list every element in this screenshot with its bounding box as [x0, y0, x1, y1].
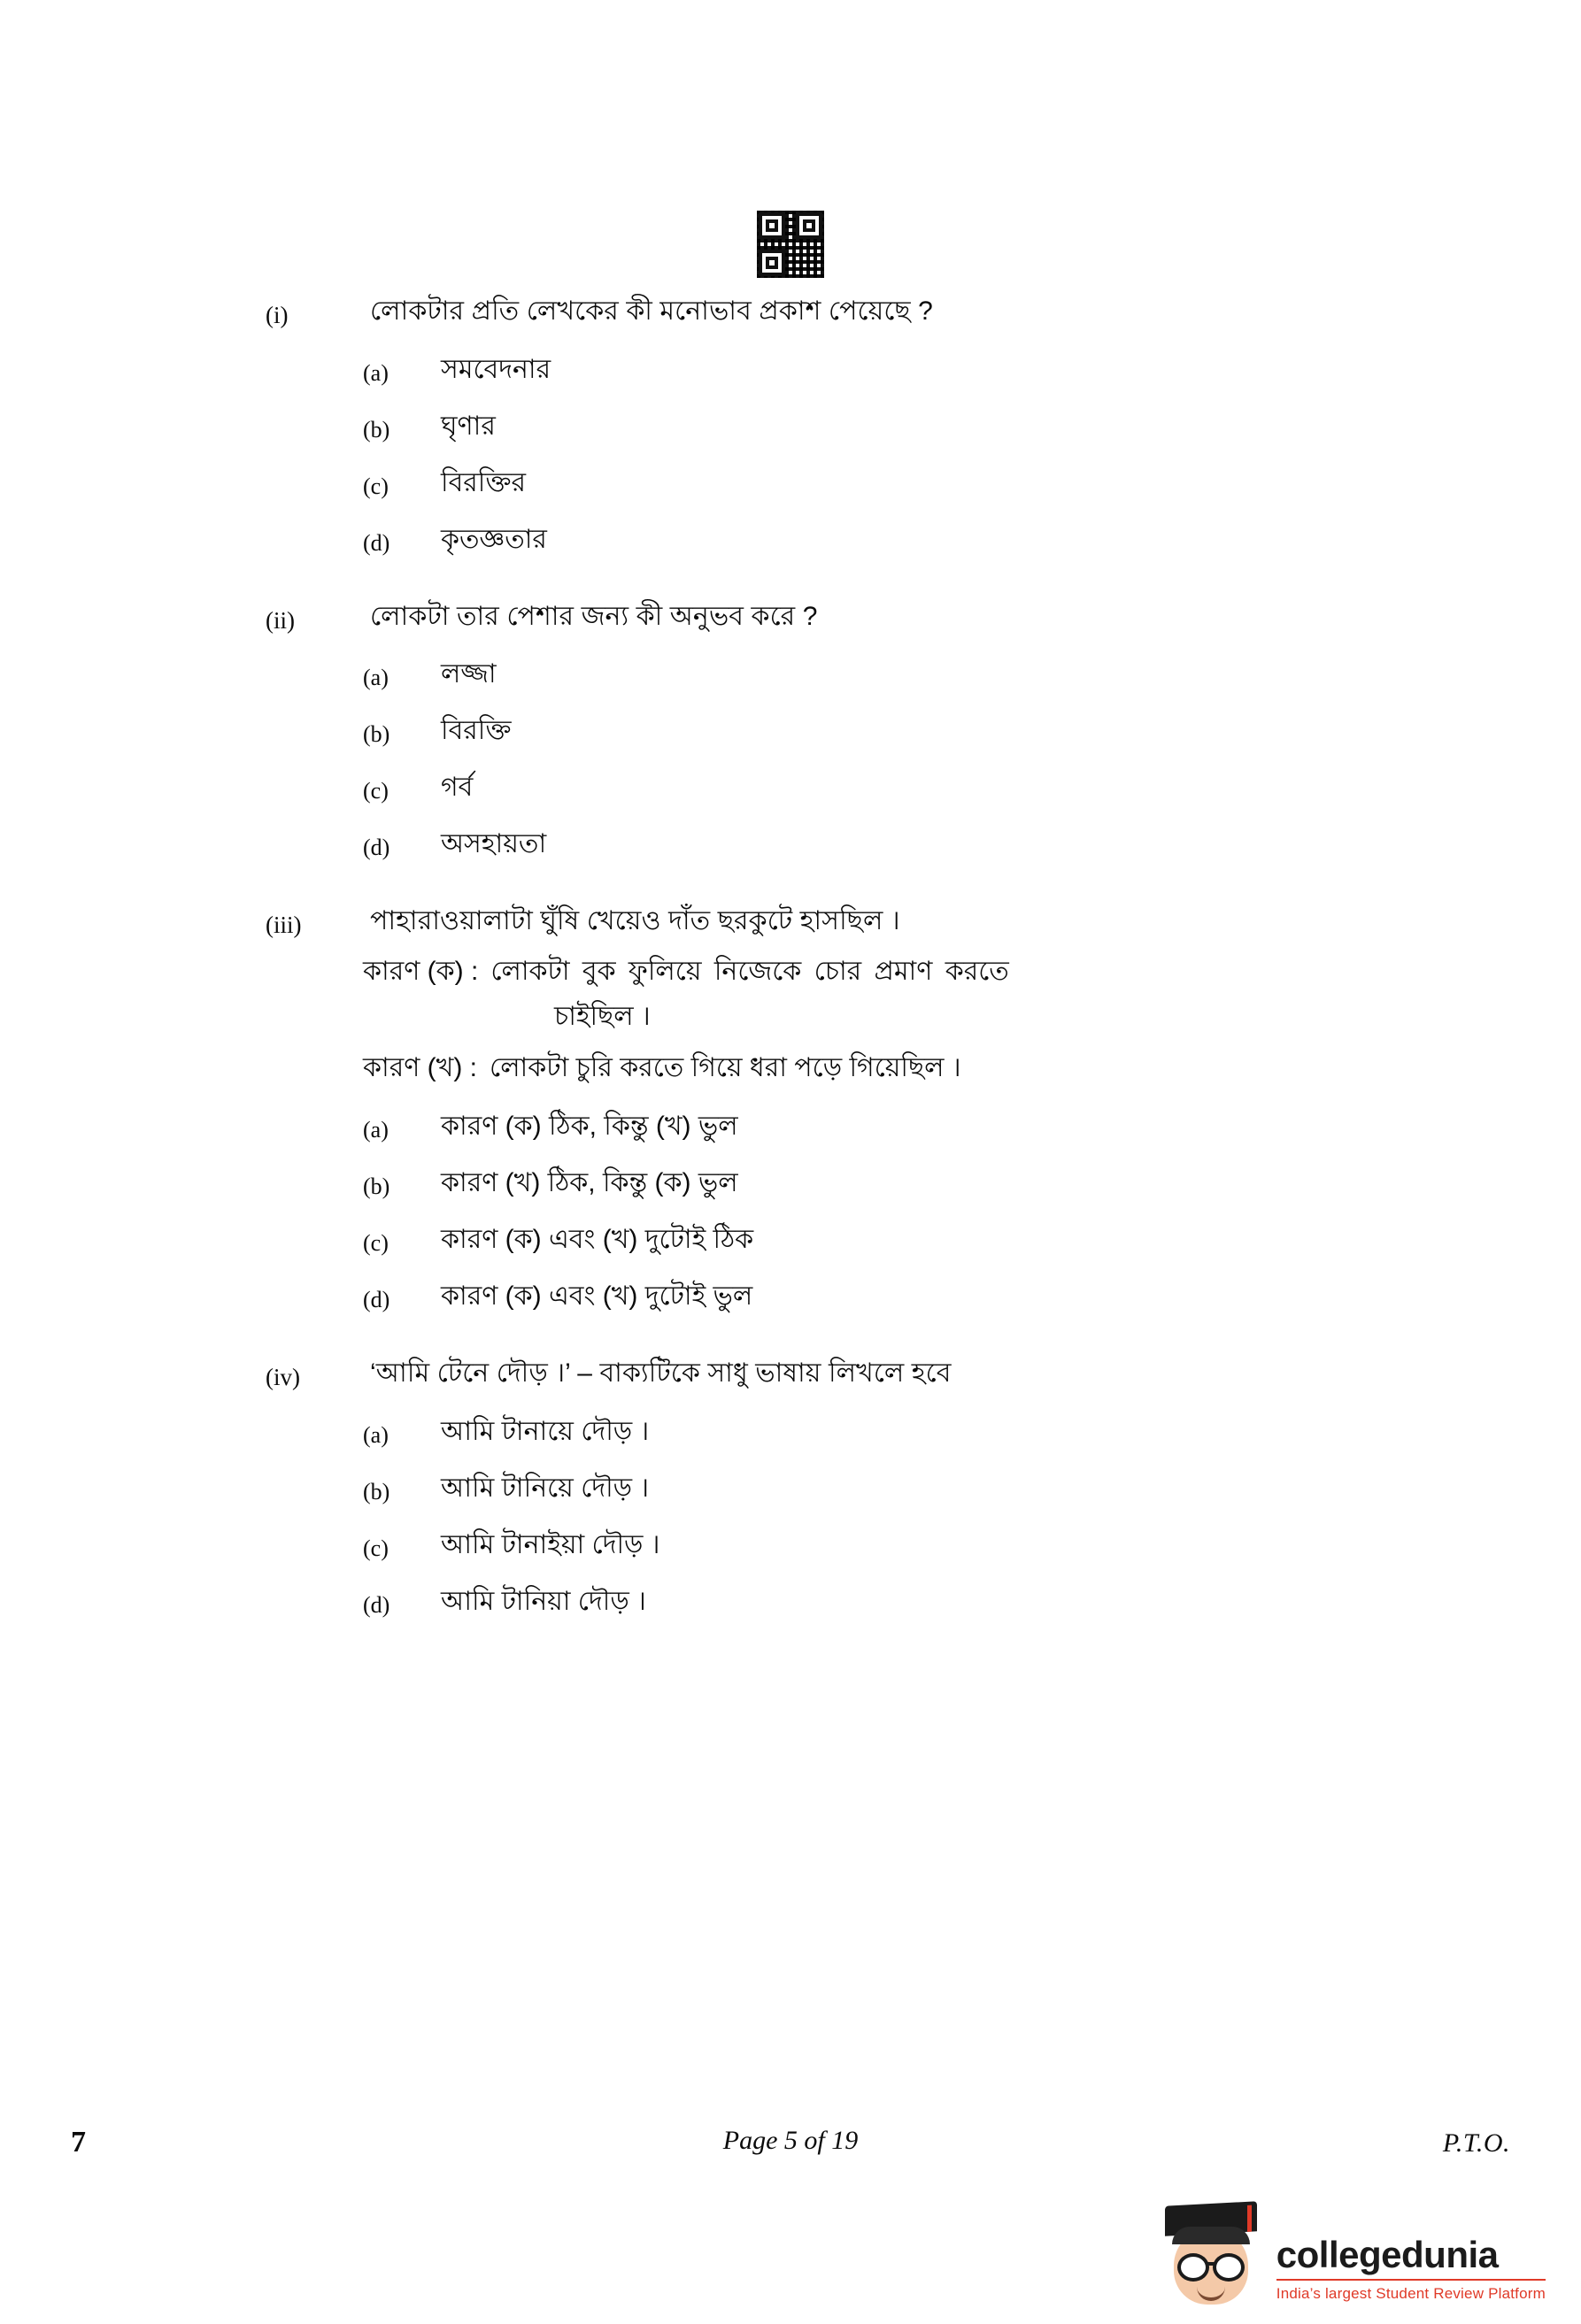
reason-row — [266, 1049, 1448, 1088]
question-number: (iv) — [266, 1364, 300, 1390]
option-row[interactable] — [266, 1108, 1448, 1147]
question-number: (ii) — [266, 606, 295, 634]
option-label: (c) — [363, 778, 389, 804]
option-label: (b) — [363, 721, 390, 747]
page-indicator: Page 5 of 19 — [722, 2126, 859, 2155]
question-heading — [266, 1354, 1448, 1396]
option-row[interactable] — [266, 712, 1448, 751]
option-row[interactable] — [266, 521, 1448, 560]
qr-code-icon — [757, 211, 824, 278]
option-label: (a) — [363, 665, 389, 690]
option-label: (c) — [363, 1230, 389, 1256]
option-text: আমি টানিয়া দৌড় । — [441, 1586, 646, 1616]
option-row[interactable] — [266, 465, 1448, 504]
reason-key: কারণ (খ) : — [363, 1052, 478, 1082]
option-label: (d) — [363, 835, 390, 860]
option-label: (b) — [363, 416, 390, 442]
questions-container — [266, 292, 1448, 1640]
option-text: বিরক্তির — [441, 467, 527, 497]
option-row[interactable] — [266, 1221, 1448, 1260]
option-row[interactable] — [266, 1165, 1448, 1204]
question-heading — [266, 292, 1448, 334]
question-block — [266, 292, 1448, 560]
option-row[interactable] — [266, 1413, 1448, 1452]
option-label: (b) — [363, 1478, 390, 1504]
option-text: কৃতজ্ঞতার — [441, 524, 547, 554]
option-row[interactable] — [266, 826, 1448, 865]
option-row[interactable] — [266, 1470, 1448, 1509]
option-text: লজ্জা — [441, 659, 497, 689]
glasses-icon — [1176, 2253, 1246, 2276]
option-text: কারণ (ক) ঠিক, কিন্তু (খ) ভুল — [441, 1112, 738, 1141]
option-row[interactable] — [266, 1583, 1448, 1622]
mascot-hair — [1172, 2227, 1250, 2244]
option-row[interactable] — [266, 656, 1448, 695]
reason-text: লোকটা চুরি করতে গিয়ে ধরা পড়ে গিয়েছিল । — [490, 1052, 961, 1082]
option-label: (d) — [363, 1591, 390, 1618]
collegedunia-watermark — [1158, 2204, 1546, 2308]
option-text: কারণ (ক) এবং (খ) দুটোই ঠিক — [441, 1225, 754, 1254]
option-label: (a) — [363, 359, 389, 386]
option-text: কারণ (খ) ঠিক, কিন্তু (ক) ভুল — [441, 1168, 738, 1197]
option-label: (b) — [363, 1174, 390, 1199]
option-label: (c) — [363, 1535, 389, 1561]
option-text: ঘৃণার — [441, 411, 496, 441]
option-row[interactable] — [266, 351, 1448, 390]
option-row[interactable] — [266, 769, 1448, 808]
question-heading — [266, 597, 1448, 639]
watermark-text — [1276, 2236, 1546, 2308]
option-text: বিরক্তি — [441, 716, 512, 745]
option-label: (a) — [363, 1117, 389, 1143]
question-text: লোকটা তার পেশার জন্য কী অনুভব করে ? — [370, 601, 818, 631]
option-text: আমি টানিয়ে দৌড় । — [441, 1473, 650, 1503]
question-paper-number: 7 — [71, 2126, 86, 2159]
watermark-title: collegedunia — [1276, 2234, 1499, 2275]
reason-row — [266, 952, 1448, 991]
option-text: অসহায়তা — [441, 829, 547, 858]
option-text: আমি টানায়ে দৌড় । — [441, 1416, 650, 1446]
question-block — [266, 902, 1448, 1317]
option-row[interactable] — [266, 408, 1448, 447]
option-text: কারণ (ক) এবং (খ) দুটোই ভুল — [441, 1281, 753, 1311]
option-row[interactable] — [266, 1278, 1448, 1317]
mascot-icon — [1158, 2204, 1264, 2308]
option-text: সমবেদনার — [441, 354, 551, 384]
option-label: (a) — [363, 1421, 389, 1448]
page-footer — [71, 2126, 1510, 2159]
question-text: লোকটার প্রতি লেখকের কী মনোভাব প্রকাশ পেয়েছে ? — [370, 296, 933, 326]
reason-continuation: চাইছিল । — [554, 1002, 651, 1031]
option-label: (d) — [363, 529, 390, 556]
qr-code-container — [0, 211, 1581, 282]
reason-text: লোকটা বুক ফুলিয়ে নিজেকে চোর প্রমাণ করতে — [490, 956, 1009, 986]
pto-label: P.T.O. — [1442, 2128, 1510, 2158]
watermark-subtitle: India’s largest Student Review Platform — [1276, 2279, 1546, 2303]
option-label: (c) — [363, 473, 389, 499]
reason-key: কারণ (ক) : — [363, 956, 479, 986]
option-row[interactable] — [266, 1527, 1448, 1566]
question-number: (iii) — [266, 912, 302, 938]
question-text: ‘আমি টেনে দৌড় ।’ – বাক্যটিকে সাধু ভাষায় লিখলে হবে — [370, 1358, 952, 1388]
question-text: পাহারাওয়ালাটা ঘুঁষি খেয়েও দাঁত ছরকুটে হাসছিল । — [370, 906, 900, 935]
question-heading — [266, 902, 1448, 943]
option-label: (d) — [363, 1287, 390, 1312]
option-text: আমি টানাইয়া দৌড় । — [441, 1529, 660, 1559]
qr-finder-bottom-left — [759, 250, 785, 276]
question-block — [266, 1354, 1448, 1622]
option-text: গর্ব — [441, 773, 474, 802]
question-number: (i) — [266, 302, 289, 328]
question-block — [266, 597, 1448, 866]
